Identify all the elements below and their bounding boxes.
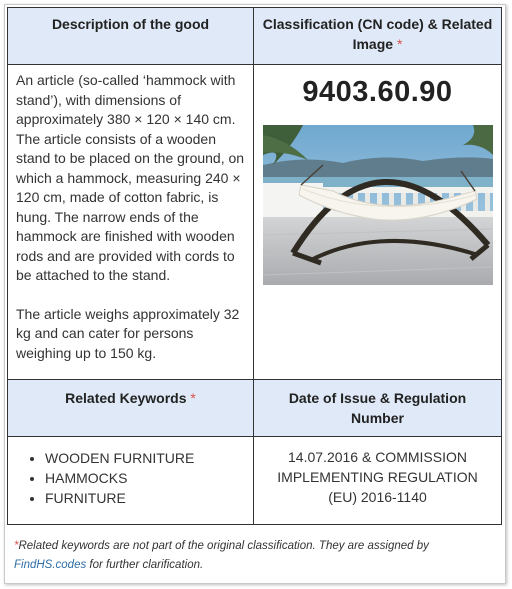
keyword-list [9, 438, 252, 508]
date-regulation-cell [254, 437, 502, 525]
footnote-text: Related keywords are not part of the original classification. They are assigned by [18, 540, 429, 552]
keywords-footnote [14, 537, 484, 575]
description-paragraph-2: The article weighs approximately 32 kg and can cater for persons weighing up to 150 kg. [16, 305, 240, 361]
classification-header [254, 8, 502, 65]
cn-code: 9403.60.90 [302, 76, 453, 108]
keyword-item: • FURNITURE [45, 488, 252, 508]
required-asterisk: * [396, 36, 403, 52]
keywords-header-text: Related Keywords [65, 390, 187, 406]
keywords-cell [8, 437, 254, 525]
keyword-item: • WOODEN FURNITURE [45, 448, 252, 468]
required-asterisk: * [190, 390, 196, 406]
keywords-header [8, 380, 254, 437]
date-regulation-text: 14.07.2016 & COMMISSION IMPLEMENTING REGULATION (EU) 2016-1140 [277, 449, 478, 505]
product-image [263, 125, 493, 285]
keyword-item: • HAMMOCKS [45, 468, 252, 488]
description-paragraph-1: An article (so-called ‘hammock with stand’), with dimensions of approximately 380 × 120 × 140 cm. The article consists of a wooden stand to be placed on the ground, on which a hammock, measuring 240 × 120 cm, made of cotton fabric, is hung. The narrow ends of the hammock are finished with wooden rods and are provided with cords to be attached to the stand. [16, 72, 245, 283]
footnote-tail: for further clarification. [86, 559, 204, 571]
date-header [254, 380, 502, 437]
footnote-asterisk: * [14, 540, 19, 552]
date-header-text: Date of Issue & Regulation Number [288, 390, 467, 426]
description-cell [8, 65, 254, 380]
classification-header-text: Classification (CN code) & Related Image [262, 16, 493, 52]
findhs-link[interactable]: FindHS.codes [14, 559, 87, 571]
description-header-text: Description of the good [51, 16, 210, 32]
description-header [8, 8, 254, 65]
hammock-photo [263, 125, 493, 285]
